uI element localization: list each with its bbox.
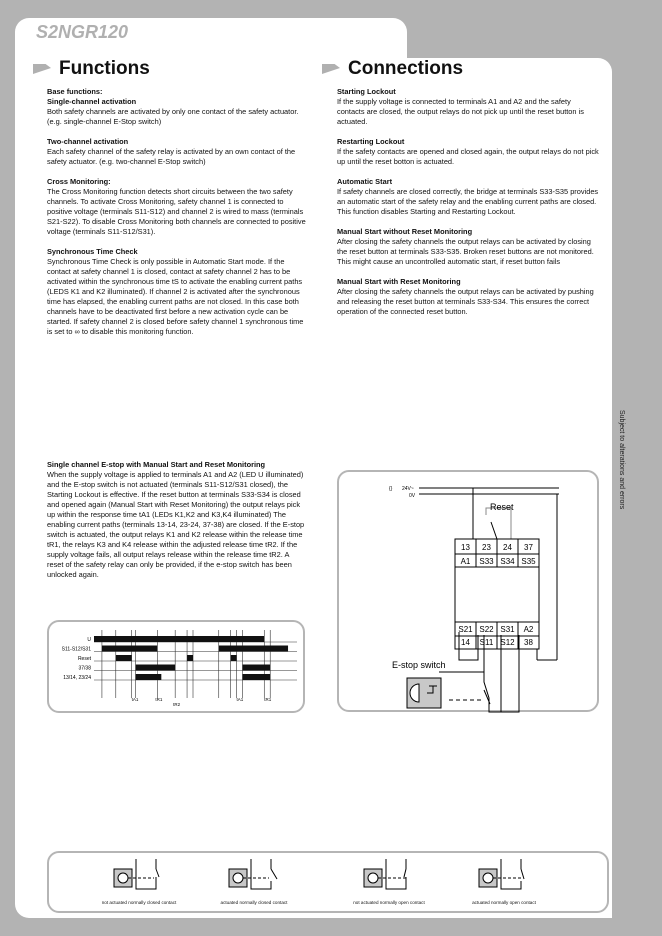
terminal-label: S11 bbox=[479, 638, 494, 647]
section-heading: Manual Start without Reset Monitoring bbox=[337, 227, 473, 236]
timing-diagram-frame bbox=[47, 620, 305, 713]
connections-text bbox=[337, 87, 599, 327]
terminal-label: S21 bbox=[458, 625, 473, 634]
section-text: If the supply voltage is connected to terminals A1 and A2 and the safety contacts are closed, the output relays do not pick up until the reset button is actuated. bbox=[337, 97, 584, 126]
functions-title: Functions bbox=[59, 58, 150, 79]
supply-zero-label: 0V bbox=[409, 493, 416, 499]
section-heading: Cross Monitoring: bbox=[47, 177, 111, 186]
signal-high-bar bbox=[187, 655, 193, 661]
section-heading: Manual Start with Reset Monitoring bbox=[337, 277, 461, 286]
section-heading: Synchronous Time Check bbox=[47, 247, 138, 256]
legend-item bbox=[429, 857, 579, 905]
contact-symbol-icon bbox=[469, 857, 539, 891]
section-subheading: Single-channel activation bbox=[47, 97, 137, 106]
legend-label: actuated normally closed contact bbox=[220, 900, 288, 905]
signal-high-bar bbox=[231, 655, 237, 661]
signal-high-bar bbox=[243, 665, 271, 671]
example-text bbox=[47, 460, 307, 580]
section-heading: Restarting Lockout bbox=[337, 137, 405, 146]
terminal-label: S34 bbox=[500, 557, 515, 566]
signal-high-bar bbox=[219, 646, 288, 652]
section-text: Each safety channel of the safety relay is activated by an own contact of the safety actuator. (e.g. two-channel E-Stop switch) bbox=[47, 147, 296, 166]
signal-high-bar bbox=[136, 674, 162, 680]
section bbox=[337, 227, 599, 267]
section-text: Synchronous Time Check is only possible in Automatic Start mode. If the contact at safety channel 1 is closed, contact at safety channel 2 has to be activated within the synchronous time tS to activate the enabling current paths (LEDS K1 and K2 illuminated). If channel 2 is activated after the synchronous time has elapsed, the enabling current paths are not closed. In this case both channels have to be deactivated first before a new activation cycle can be started. If safety channel 2 is closed before safety channel 1 synchronous time is set to ∞ to disable this monitoring function. bbox=[47, 257, 304, 336]
section bbox=[47, 87, 307, 127]
functions-text bbox=[47, 87, 307, 347]
section-heading: Two-channel activation bbox=[47, 137, 129, 146]
section-text: The Cross Monitoring function detects short circuits between the two safety channels. To activate Cross Monitoring, safety channel 1 is connected to positive voltage (terminals S11-S12) and channel 2 is wired to mass (terminals S21-S22). To disable Cross Monitoring both channels are connected to positive voltage (terminals S11-S12/S31). bbox=[47, 187, 306, 236]
terminal-label: S33 bbox=[479, 557, 494, 566]
section bbox=[337, 137, 599, 167]
legend-label: not actuated normally closed contact bbox=[101, 900, 177, 905]
signal-label: Reset bbox=[77, 656, 91, 662]
terminal-label: 38 bbox=[524, 638, 533, 647]
terminal-label: A1 bbox=[460, 557, 471, 566]
supply-plus-label: 24V~ bbox=[402, 486, 414, 492]
terminal-label: A2 bbox=[523, 625, 534, 634]
legend-frame bbox=[47, 851, 609, 913]
signal-high-bar bbox=[116, 655, 132, 661]
legend-label: actuated normally open contact bbox=[472, 900, 536, 905]
signal-label: S11-S12/S31 bbox=[61, 646, 91, 653]
wiring-diagram-frame bbox=[337, 470, 599, 712]
timing-diagram bbox=[49, 622, 307, 715]
terminal-label: 23 bbox=[482, 543, 491, 552]
section bbox=[47, 247, 307, 337]
signal-label: 13/14, 23/24 bbox=[63, 675, 91, 681]
flag-icon bbox=[322, 64, 340, 74]
signal-label: U bbox=[87, 637, 91, 643]
section-text: After closing the safety channels the output relays can be activated by pushing and releasing the reset button at terminals S33-S34. This ensures the correct operation of the connected reset button. bbox=[337, 287, 594, 316]
legend-item bbox=[179, 857, 329, 905]
time-marker: tA1 bbox=[236, 697, 244, 702]
connections-heading bbox=[322, 58, 463, 80]
terminal-label: S35 bbox=[521, 557, 536, 566]
terminal-label: S12 bbox=[500, 638, 515, 647]
section bbox=[337, 177, 599, 217]
contact-symbol-icon bbox=[219, 857, 289, 891]
flag-icon bbox=[33, 64, 51, 74]
product-code: S2NGR120 bbox=[36, 22, 129, 42]
terminal-label: S31 bbox=[500, 625, 515, 634]
svg-text:{}: {} bbox=[389, 486, 393, 492]
contact-symbol-icon bbox=[354, 857, 424, 891]
signal-label: 37/38 bbox=[78, 665, 91, 672]
section bbox=[47, 137, 307, 167]
connections-title: Connections bbox=[348, 58, 464, 79]
estop-label: E-stop switch bbox=[392, 660, 446, 670]
terminal-label: 14 bbox=[461, 638, 470, 647]
signal-high-bar bbox=[102, 646, 157, 652]
terminal-label: 13 bbox=[461, 543, 470, 552]
time-marker: tR2 bbox=[173, 702, 181, 707]
section-text: If safety channels are closed correctly, the bridge at terminals S33-S35 provides an automatic start of the safety relay and the enabling current paths are closed. This function disables Starting and Restarting Lockout. bbox=[337, 187, 599, 216]
example-body: When the supply voltage is applied to terminals A1 and A2 (LED U illuminated) and the E-stop switch is not actuated (terminals S11-S12/S31 closed), the Starting Lockout is effective. If the reset button at terminals S33-S34 is closed and opened again (Manual Start with Reset Monitoring) the output relays pick up within the response time tA1 (LEDs K1,K2 and K3,K4 illuminated) The enabling current paths (terminals 13-14, 23-24, 37-38) are closed. If the E-stop switch is actuated, the output relays K1 and K2 release within the release time tR1, the relays K3 and K4 release within the adjusted release time tR2. If the supply voltage fails, all output relays release within the release time tR2. A reset of the safety relay can only be provided, if the e-stop switch has been unlocked again. bbox=[47, 470, 305, 579]
section-text: If the safety contacts are opened and closed again, the output relays do not pick up until the reset botton is actuated. bbox=[337, 147, 599, 166]
section-text: Both safety channels are activated by only one contact of the safety actuator. (e.g. single-channel E-Stop switch) bbox=[47, 107, 299, 126]
time-marker: tR1 bbox=[155, 697, 163, 702]
terminal-label: 24 bbox=[503, 543, 512, 552]
signal-high-bar bbox=[136, 665, 176, 671]
wiring-diagram bbox=[339, 472, 601, 714]
section-text: After closing the safety channels the output relays can be activated by closing the reset button at terminals S33-S35. Broken reset buttons are not monitored. This might cause an uncontrolled automatic start, if reset button fails bbox=[337, 237, 594, 266]
reset-label: Reset bbox=[490, 502, 514, 512]
signal-high-bar bbox=[243, 674, 271, 680]
functions-heading bbox=[33, 58, 150, 80]
time-marker: tR1 bbox=[264, 697, 272, 702]
terminal-label: 37 bbox=[524, 543, 533, 552]
section-heading: Starting Lockout bbox=[337, 87, 396, 96]
section bbox=[337, 87, 599, 127]
section bbox=[47, 177, 307, 237]
example-heading: Single channel E-stop with Manual Start and Reset Monitoring bbox=[47, 460, 266, 469]
section-heading: Automatic Start bbox=[337, 177, 393, 186]
terminal-label: S22 bbox=[479, 625, 494, 634]
section bbox=[337, 277, 599, 317]
signal-high-bar bbox=[94, 636, 264, 642]
contact-symbol-icon bbox=[104, 857, 174, 891]
section-heading: Base functions: bbox=[47, 87, 103, 96]
time-marker: tA1 bbox=[131, 697, 139, 702]
side-note: Subject to alterations and errors bbox=[618, 410, 625, 510]
legend-label: not actuated normally open contact bbox=[353, 900, 425, 905]
